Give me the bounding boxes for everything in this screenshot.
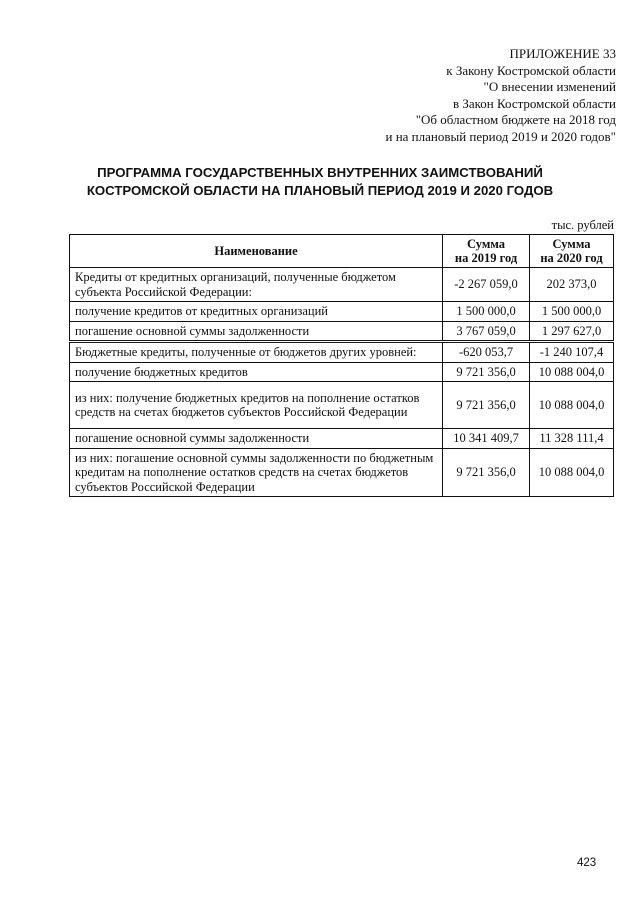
row-value-2020: 202 373,0 xyxy=(530,268,614,302)
row-value-2019: 9 721 356,0 xyxy=(443,362,530,382)
appendix-line: ПРИЛОЖЕНИЕ 33 xyxy=(509,46,616,61)
row-value-2020: 11 328 111,4 xyxy=(530,429,614,449)
row-name: получение кредитов от кредитных организаций xyxy=(70,302,443,322)
appendix-line: "О внесении изменений xyxy=(483,79,616,95)
appendix-line: в Закон Костромской области xyxy=(452,95,616,111)
row-name: из них: погашение основной суммы задолженности по бюджетным кредитам на пополнение остатков средств на счетах бюджетов субъектов Российской Федерации xyxy=(70,448,443,497)
row-value-2020: 10 088 004,0 xyxy=(530,362,614,382)
table-row xyxy=(70,268,614,302)
row-value-2020: 1 297 627,0 xyxy=(530,321,614,342)
borrowing-table xyxy=(69,234,614,497)
row-name: Бюджетные кредиты, полученные от бюджетов других уровней: xyxy=(70,342,443,363)
title-line-1: ПРОГРАММА ГОСУДАРСТВЕННЫХ ВНУТРЕННИХ ЗАИМСТВОВАНИЙ xyxy=(97,165,543,180)
table-row xyxy=(70,342,614,363)
header-name: Наименование xyxy=(70,235,443,268)
row-value-2019: -620 053,7 xyxy=(443,342,530,363)
row-name: погашение основной суммы задолженности xyxy=(70,429,443,449)
row-name: погашение основной суммы задолженности xyxy=(70,321,443,342)
table-row xyxy=(70,448,614,497)
page-number: 423 xyxy=(577,857,597,869)
row-value-2020: 1 500 000,0 xyxy=(530,302,614,322)
row-name: получение бюджетных кредитов xyxy=(70,362,443,382)
row-name: из них: получение бюджетных кредитов на пополнение остатков средств на счетах бюджетов субъектов Российской Федерации xyxy=(70,382,443,429)
row-value-2020: -1 240 107,4 xyxy=(530,342,614,363)
title-line-2: КОСТРОМСКОЙ ОБЛАСТИ НА ПЛАНОВЫЙ ПЕРИОД 2019 И 2020 ГОДОВ xyxy=(86,183,554,198)
table-header-row xyxy=(70,235,614,268)
appendix-line: к Закону Костромской области xyxy=(446,62,616,78)
row-name: Кредиты от кредитных организаций, полученные бюджетом субъекта Российской Федерации: xyxy=(70,268,443,302)
table-row xyxy=(70,382,614,429)
header-2020 xyxy=(530,235,614,268)
row-value-2019: 9 721 356,0 xyxy=(443,382,530,429)
appendix-header xyxy=(385,46,616,146)
header-2020-line2: на 2020 год xyxy=(540,251,603,265)
row-value-2020: 10 088 004,0 xyxy=(530,382,614,429)
table-row xyxy=(70,302,614,322)
row-value-2019: 1 500 000,0 xyxy=(443,302,530,322)
table-row xyxy=(70,429,614,449)
header-2019-line1: Сумма xyxy=(467,236,506,251)
header-2019 xyxy=(443,235,530,268)
table-row xyxy=(70,362,614,382)
row-value-2019: -2 267 059,0 xyxy=(443,268,530,302)
document-title xyxy=(0,164,640,200)
appendix-line: "Об областном бюджете на 2018 год xyxy=(415,112,616,128)
row-value-2019: 10 341 409,7 xyxy=(443,429,530,449)
row-value-2019: 9 721 356,0 xyxy=(443,448,530,497)
appendix-line: и на плановый период 2019 и 2020 годов" xyxy=(385,128,616,144)
units-label: тыс. рублей xyxy=(551,218,614,232)
header-2019-line2: на 2019 год xyxy=(454,251,518,265)
table-row xyxy=(70,321,614,342)
row-value-2019: 3 767 059,0 xyxy=(443,321,530,342)
row-value-2020: 10 088 004,0 xyxy=(530,448,614,497)
header-2020-line1: Сумма xyxy=(552,236,591,251)
